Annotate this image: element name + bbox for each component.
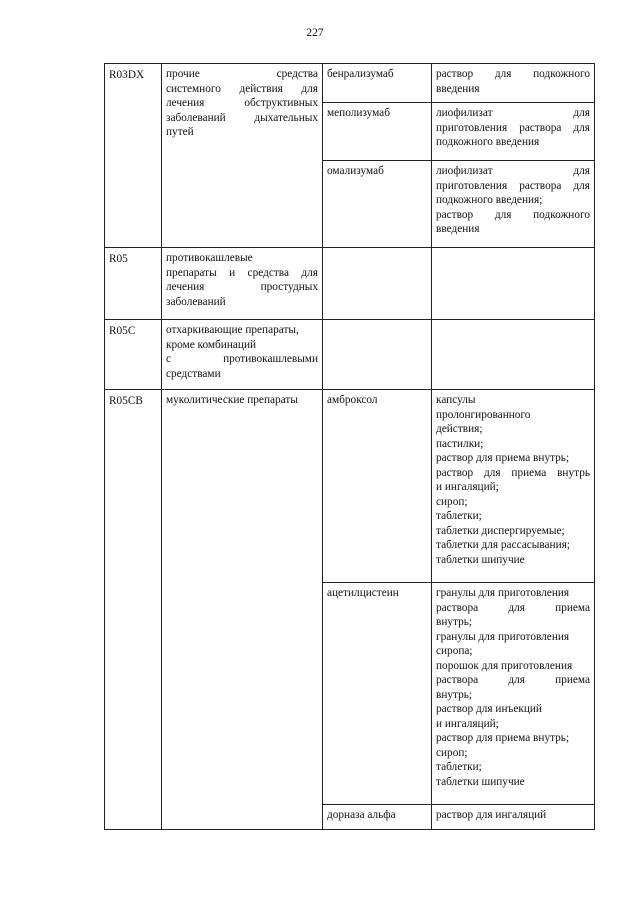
drug-name: ацетилцистеин xyxy=(323,583,432,805)
drug-name: бенрализумаб xyxy=(323,64,432,103)
group-name: прочие средства системного действия для лечения обструктивных заболеваний дыхательных путей xyxy=(162,64,323,248)
table-row xyxy=(105,248,595,320)
drug-name xyxy=(323,248,432,320)
atc-code: R03DX xyxy=(105,64,162,248)
atc-code: R05CB xyxy=(105,390,162,830)
atc-code: R05C xyxy=(105,320,162,390)
drug-name: дорназа альфа xyxy=(323,805,432,830)
page-number: 227 xyxy=(306,27,324,39)
dosage-form xyxy=(432,248,595,320)
table-row xyxy=(105,64,595,103)
dosage-form: раствор для подкожного введения xyxy=(432,64,595,103)
atc-code: R05 xyxy=(105,248,162,320)
group-name: противокашлевые препараты и средства для лечения простудных заболеваний xyxy=(162,248,323,320)
drug-name: омализумаб xyxy=(323,161,432,248)
drug-table xyxy=(104,63,595,830)
table-row xyxy=(105,320,595,390)
group-name: отхаркивающие препараты, кроме комбинаций с противокашлевыми средствами xyxy=(162,320,323,390)
dosage-form: гранулы для приготовления раствора для приема внутрь; гранулы для приготовления сиропа; порошок для приготовления раствора для приема внутрь; раствор для инъекций и ингаляций; раствор для приема внутрь; сироп; таблетки; таблетки шипучие xyxy=(432,583,595,805)
group-name: муколитические препараты xyxy=(162,390,323,830)
drug-name: амброксол xyxy=(323,390,432,583)
table-row xyxy=(105,390,595,583)
dosage-form xyxy=(432,320,595,390)
drug-name: меполизумаб xyxy=(323,103,432,161)
dosage-form: лиофилизат для приготовления раствора для подкожного введения; раствор для подкожного введения xyxy=(432,161,595,248)
drug-name xyxy=(323,320,432,390)
dosage-form: раствор для ингаляций xyxy=(432,805,595,830)
dosage-form: капсулы пролонгированного действия; пастилки; раствор для приема внутрь; раствор для приема внутрь и ингаляций; сироп; таблетки; таблетки диспергируемые; таблетки для рассасывания; таблетки шипучие xyxy=(432,390,595,583)
dosage-form: лиофилизат для приготовления раствора для подкожного введения xyxy=(432,103,595,161)
